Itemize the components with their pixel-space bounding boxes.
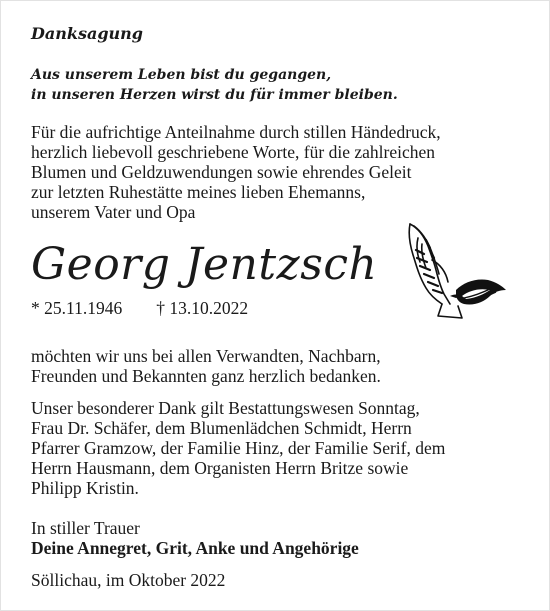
thanks-line: möchten wir uns bei allen Verwandten, Nachbarn,: [31, 346, 381, 366]
birth-date: * 25.11.1946: [31, 298, 123, 318]
deceased-name: Georg Jentzsch: [31, 239, 378, 290]
special-thanks-line: Pfarrer Gramzow, der Familie Hinz, der Familie Serif, dem: [31, 438, 446, 458]
verse-line: in unseren Herzen wirst du für immer bleiben.: [31, 87, 398, 103]
special-thanks-line: Herrn Hausmann, dem Organisten Herrn Britze sowie: [31, 458, 409, 478]
intro-line: Blumen und Geldzuwendungen sowie ehrendes Geleit: [31, 162, 412, 182]
special-thanks-paragraph: [31, 398, 521, 498]
intro-line: zur letzten Ruhestätte meines lieben Ehemanns,: [31, 182, 366, 202]
family-signature: Deine Annegret, Grit, Anke und Angehörige: [31, 538, 359, 558]
thanks-line: Freunden und Bekannten ganz herzlich bedanken.: [31, 366, 381, 386]
signoff-text: In stiller Trauer: [31, 518, 140, 538]
special-thanks-line: Philipp Kristin.: [31, 478, 139, 498]
notice-heading: Danksagung: [31, 24, 143, 43]
intro-line: herzlich liebevoll geschriebene Worte, für die zahlreichen: [31, 142, 435, 162]
intro-line: Für die aufrichtige Anteilnahme durch stillen Händedruck,: [31, 122, 441, 142]
verse-line: Aus unserem Leben bist du gegangen,: [31, 67, 332, 83]
intro-paragraph: [31, 122, 521, 222]
memorial-verse: [31, 65, 521, 105]
intro-line: unserem Vater und Opa: [31, 202, 196, 222]
place-and-date: Söllichau, im Oktober 2022: [31, 570, 226, 590]
special-thanks-line: Unser besonderer Dank gilt Bestattungswesen Sonntag,: [31, 398, 420, 418]
praying-hands-dove-icon: [400, 220, 510, 320]
death-date: † 13.10.2022: [156, 298, 249, 318]
thanks-paragraph: [31, 346, 521, 386]
special-thanks-line: Frau Dr. Schäfer, dem Blumenlädchen Schmidt, Herrn: [31, 418, 412, 438]
